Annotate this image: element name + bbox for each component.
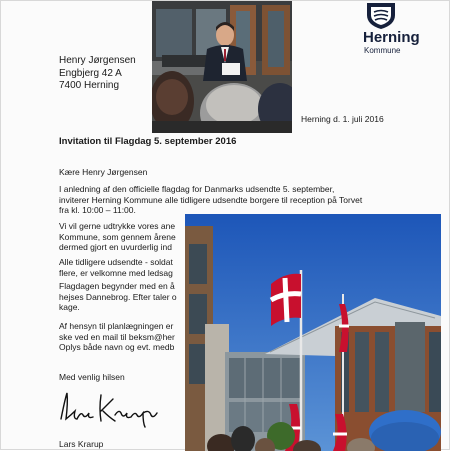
recipient-street: Engbjerg 42 A — [59, 67, 122, 79]
recipient-address — [59, 55, 136, 93]
paragraph-line: Alle tidligere udsendte - soldat — [59, 257, 173, 267]
date-line: Herning d. 1. juli 2016 — [301, 114, 384, 124]
paragraph-line: fra kl. 10:00 – 11:00. — [59, 205, 136, 215]
handwritten-signature — [57, 389, 167, 429]
greeting: Kære Henry Jørgensen — [59, 167, 148, 177]
recipient-city: 7400 Herning — [59, 80, 120, 91]
paragraph-line: flere, er velkomne med ledsag — [59, 267, 173, 278]
paragraph-line: Oplys både navn og evt. medb — [59, 342, 175, 352]
paragraph-line: Vi vil gerne udtrykke vores ane — [59, 221, 176, 231]
paragraph-intro — [59, 184, 439, 216]
paragraph-line: Flagdagen begynder med en å — [59, 281, 175, 291]
letter-title: Invitation til Flagdag 5. september 2016 — [59, 136, 237, 147]
paragraph-thanks — [59, 221, 189, 253]
paragraph-line: kage. — [59, 302, 80, 312]
speaker-photo — [152, 1, 292, 133]
paragraph-line: Kommune, som gennem årene — [59, 231, 176, 242]
paragraph-guests — [59, 257, 189, 278]
paragraph-line: hejses Dannebrog. Efter taler o — [59, 291, 177, 302]
coat-of-arms-icon — [361, 1, 431, 31]
logo-name: Herning — [363, 29, 420, 46]
recipient-name: Henry Jørgensen — [59, 55, 136, 66]
paragraph-line: inviterer Herning Kommune alle tidligere udsendte borgere til reception på Torvet — [59, 194, 363, 205]
closing: Med venlig hilsen — [59, 372, 125, 382]
paragraph-registration — [59, 321, 189, 353]
paragraph-line: Af hensyn til planlægningen er — [59, 321, 174, 331]
paragraph-program — [59, 281, 189, 313]
paragraph-line: dermed gjort en uvurderlig ind — [59, 242, 172, 252]
signer-name: Lars Krarup — [59, 439, 104, 449]
paragraph-line: ske ved en mail til beksm@her — [59, 331, 175, 342]
logo-subtitle: Kommune — [364, 46, 401, 55]
flag-ceremony-photo — [185, 214, 441, 451]
paragraph-line: I anledning af den officielle flagdag for Danmarks udsendte 5. september, — [59, 184, 335, 194]
